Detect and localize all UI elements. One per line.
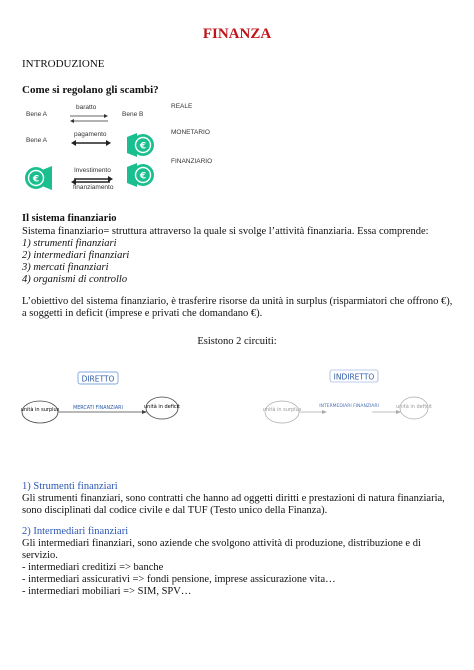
intermediari-item-3: - intermediari mobiliari => SIM, SPV…	[22, 586, 192, 597]
euro-coin-icon	[127, 163, 155, 187]
monetario-label: MONETARIO	[171, 129, 210, 136]
strumenti-line-1: Gli strumenti finanziari, sono contratti che hanno ad oggetti diritti e prestazioni di natura finanziaria,	[22, 493, 445, 504]
strumenti-title: 1) Strumenti finanziari	[22, 481, 118, 492]
sistema-item-1: 1) strumenti finanziari	[22, 238, 117, 249]
intermediari-line-2: servizio.	[22, 550, 58, 561]
baratto-arrows	[70, 114, 108, 123]
svg-text:€: €	[32, 174, 40, 185]
indirect-label: INDIRETTO	[333, 372, 375, 382]
intro-heading: INTRODUZIONE	[22, 58, 105, 70]
intermediari-title: 2) Intermediari finanziari	[22, 526, 129, 537]
investimento-arrow	[74, 176, 113, 182]
sistema-item-4: 4) organismi di controllo	[22, 274, 128, 285]
intermediari-item-1: - intermediari creditizi => banche	[22, 562, 164, 573]
finanziario-label: FINANZIARIO	[171, 158, 213, 165]
objective-line-1: L’obiettivo del sistema finanziario, è trasferire risorse da unità in surplus (risparmiatori che offrono €),	[22, 296, 453, 307]
direct-label: DIRETTO	[81, 374, 115, 384]
indirect-deficit-text: unità in deficit	[396, 404, 432, 410]
pagamento-label: pagamento	[74, 131, 107, 138]
bene-a-label-1: Bene A	[26, 111, 47, 118]
indirect-surplus-text: unità in surplus	[262, 407, 302, 413]
circuits-heading: Esistono 2 circuiti:	[197, 336, 277, 347]
euro-coin-icon	[24, 166, 52, 190]
page-title: FINANZA	[202, 26, 272, 42]
investimento-label: Investimento	[74, 167, 111, 174]
direct-surplus-text: unità in surplus	[20, 407, 60, 413]
indirect-middle-text: INTERMEDIARI FINANZIARI	[319, 404, 379, 409]
bene-b-label: Bene B	[122, 111, 144, 118]
objective-line-2: a soggetti in deficit (imprese e privati che domandano €).	[22, 308, 263, 319]
intermediari-item-2: - intermediari assicurativi => fondi pensione, imprese assicurazione vita…	[22, 574, 336, 585]
sistema-heading: Il sistema finanziario	[22, 213, 117, 224]
pagamento-arrow	[71, 140, 111, 146]
bene-a-label-2: Bene A	[26, 137, 47, 144]
sistema-item-3: 3) mercati finanziari	[22, 262, 109, 273]
reale-label: REALE	[171, 103, 193, 110]
euro-coin-icon	[127, 133, 155, 157]
question-heading: Come si regolano gli scambi?	[22, 84, 159, 96]
exchange-arrows	[0, 0, 474, 210]
strumenti-line-2: sono disciplinati dal codice civile e dal TUF (Testo unico della Finanza).	[22, 505, 328, 516]
direct-deficit-text: unità in deficit	[144, 404, 180, 410]
finanziamento-arrow	[71, 179, 110, 185]
baratto-label: baratto	[76, 104, 97, 111]
intermediari-line-1: Gli intermediari finanziari, sono aziende che svolgono attività di produzione, distribuzione e di	[22, 538, 421, 549]
sistema-item-2: 2) intermediari finanziari	[22, 250, 130, 261]
sistema-definition: Sistema finanziario= struttura attraverso la quale si svolge l’attività finanziaria. Essa comprende:	[22, 226, 429, 237]
circuits-diagram	[0, 360, 474, 460]
svg-text:€: €	[139, 141, 147, 152]
direct-middle-text: MERCATI FINANZIARI	[73, 406, 123, 411]
finanziamento-label: finanziamento	[73, 184, 114, 191]
svg-text:€: €	[139, 171, 147, 182]
